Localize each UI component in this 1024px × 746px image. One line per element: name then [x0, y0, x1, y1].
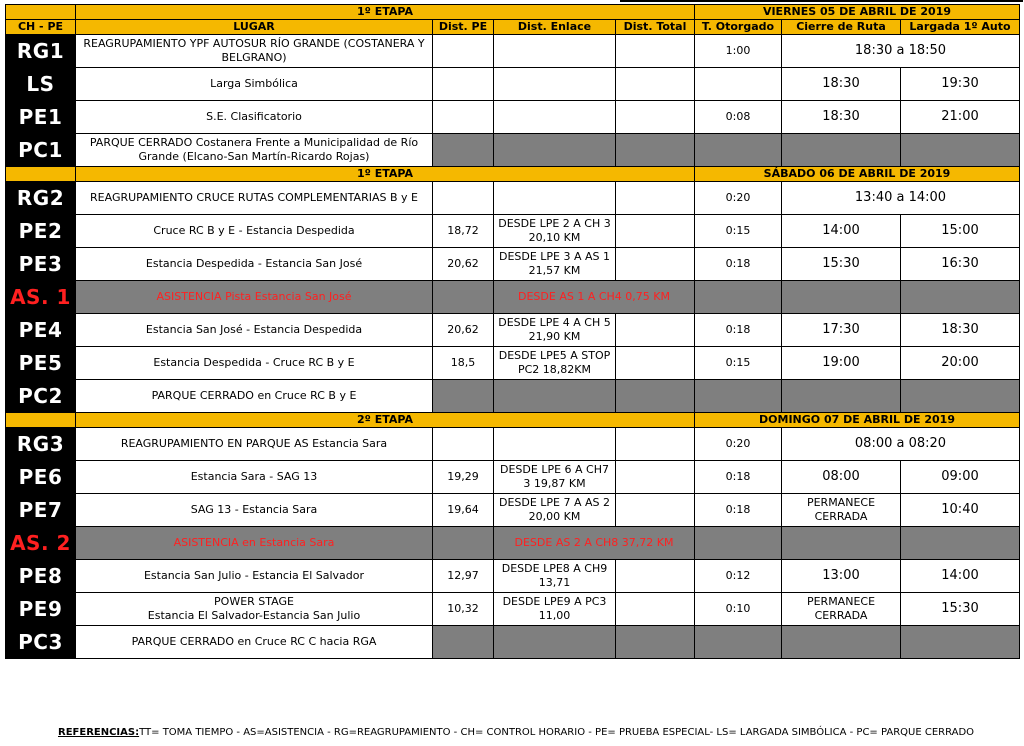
schedule-row [6, 314, 1020, 347]
stage-date: SÁBADO 06 DE ABRIL DE 2019 [695, 167, 1020, 182]
largada-cell: 15:30 [901, 593, 1020, 626]
total-cell [616, 215, 695, 248]
gray-cell [901, 281, 1020, 314]
schedule-row [6, 380, 1020, 413]
column-header: Dist. Enlace [494, 20, 616, 35]
schedule-row [6, 281, 1020, 314]
stage-code: PE5 [6, 347, 76, 380]
enlace-cell: DESDE LPE8 A CH9 13,71 [494, 560, 616, 593]
schedule-row [6, 347, 1020, 380]
largada-cell: 18:30 [901, 314, 1020, 347]
schedule-row [6, 560, 1020, 593]
otorgado-cell [695, 68, 782, 101]
stage-header-row [6, 413, 1020, 428]
gray-cell [695, 134, 782, 167]
schedule-row [6, 494, 1020, 527]
total-cell [616, 593, 695, 626]
cierre-cell: PERMANECE CERRADA [782, 494, 901, 527]
place-cell: PARQUE CERRADO en Cruce RC B y E [76, 380, 433, 413]
references-label: REFERENCIAS: [58, 727, 140, 738]
stage-spacer [6, 5, 76, 20]
gray-cell [616, 134, 695, 167]
rally-schedule-table [5, 4, 1020, 659]
place-cell: POWER STAGE Estancia El Salvador-Estancia San Julio [76, 593, 433, 626]
gray-cell [695, 281, 782, 314]
place-cell: SAG 13 - Estancia Sara [76, 494, 433, 527]
schedule-row [6, 134, 1020, 167]
gray-cell [782, 527, 901, 560]
stage-label: 1º ETAPA [76, 5, 695, 20]
place-cell: REAGRUPAMIENTO YPF AUTOSUR RÍO GRANDE (COSTANERA Y BELGRANO) [76, 35, 433, 68]
enlace-cell: DESDE LPE9 A PC3 11,00 [494, 593, 616, 626]
enlace-cell: DESDE LPE5 A STOP PC2 18,82KM [494, 347, 616, 380]
stage-label: 2º ETAPA [76, 413, 695, 428]
total-cell [616, 461, 695, 494]
total-cell [616, 314, 695, 347]
dist-pe-cell [433, 35, 494, 68]
enlace-cell: DESDE LPE 2 A CH 3 20,10 KM [494, 215, 616, 248]
enlace-cell: DESDE LPE 7 A AS 2 20,00 KM [494, 494, 616, 527]
enlace-cell: DESDE LPE 4 A CH 5 21,90 KM [494, 314, 616, 347]
place-cell: ASISTENCIA Pista Estancia San José [76, 281, 433, 314]
stage-code: PE8 [6, 560, 76, 593]
cierre-cell: PERMANECE CERRADA [782, 593, 901, 626]
schedule-row [6, 461, 1020, 494]
total-cell [616, 428, 695, 461]
time-range-cell: 08:00 a 08:20 [782, 428, 1020, 461]
references-footer [58, 727, 974, 738]
gray-cell [494, 380, 616, 413]
enlace-cell: DESDE AS 1 A CH4 0,75 KM [494, 281, 695, 314]
otorgado-cell: 0:18 [695, 494, 782, 527]
enlace-cell: DESDE LPE 6 A CH7 3 19,87 KM [494, 461, 616, 494]
place-cell: Larga Simbólica [76, 68, 433, 101]
gray-cell [782, 134, 901, 167]
enlace-cell: DESDE LPE 3 A AS 1 21,57 KM [494, 248, 616, 281]
place-cell: PARQUE CERRADO en Cruce RC C hacia RGA [76, 626, 433, 659]
otorgado-cell: 0:20 [695, 428, 782, 461]
total-cell [616, 68, 695, 101]
largada-cell: 16:30 [901, 248, 1020, 281]
stage-code: PE3 [6, 248, 76, 281]
schedule-row [6, 626, 1020, 659]
otorgado-cell: 0:12 [695, 560, 782, 593]
otorgado-cell: 0:15 [695, 215, 782, 248]
stage-code: AS. 1 [6, 281, 76, 314]
enlace-cell [494, 101, 616, 134]
column-header: Dist. Total [616, 20, 695, 35]
largada-cell: 14:00 [901, 560, 1020, 593]
column-header: Cierre de Ruta [782, 20, 901, 35]
place-cell: Estancia Sara - SAG 13 [76, 461, 433, 494]
schedule-row [6, 527, 1020, 560]
time-range-cell: 18:30 a 18:50 [782, 35, 1020, 68]
dist-pe-cell: 20,62 [433, 314, 494, 347]
stage-spacer [6, 167, 76, 182]
place-cell: Cruce RC B y E - Estancia Despedida [76, 215, 433, 248]
stage-spacer [6, 413, 76, 428]
total-cell [616, 248, 695, 281]
dist-pe-cell [433, 101, 494, 134]
gray-cell [494, 134, 616, 167]
stage-code: PE7 [6, 494, 76, 527]
stage-code: LS [6, 68, 76, 101]
largada-cell: 09:00 [901, 461, 1020, 494]
schedule-row [6, 101, 1020, 134]
enlace-cell [494, 182, 616, 215]
dist-pe-cell: 19,29 [433, 461, 494, 494]
cierre-cell: 13:00 [782, 560, 901, 593]
stage-code: PE9 [6, 593, 76, 626]
otorgado-cell: 0:18 [695, 248, 782, 281]
place-cell: Estancia San José - Estancia Despedida [76, 314, 433, 347]
column-header: Dist. PE [433, 20, 494, 35]
total-cell [616, 182, 695, 215]
place-cell: Estancia Despedida - Estancia San José [76, 248, 433, 281]
largada-cell: 20:00 [901, 347, 1020, 380]
stage-code: AS. 2 [6, 527, 76, 560]
largada-cell: 19:30 [901, 68, 1020, 101]
stage-header-row [6, 5, 1020, 20]
place-cell: PARQUE CERRADO Costanera Frente a Municipalidad de Río Grande (Elcano-San Martín-Ricardo Rojas) [76, 134, 433, 167]
stage-code: PE2 [6, 215, 76, 248]
enlace-cell [494, 428, 616, 461]
dist-pe-cell [433, 68, 494, 101]
cierre-cell: 08:00 [782, 461, 901, 494]
stage-date: DOMINGO 07 DE ABRIL DE 2019 [695, 413, 1020, 428]
gray-cell [782, 626, 901, 659]
column-header: CH - PE [6, 20, 76, 35]
enlace-cell: DESDE AS 2 A CH8 37,72 KM [494, 527, 695, 560]
stage-code: PE4 [6, 314, 76, 347]
stage-label: 1º ETAPA [76, 167, 695, 182]
place-cell: S.E. Clasificatorio [76, 101, 433, 134]
largada-cell: 15:00 [901, 215, 1020, 248]
total-cell [616, 494, 695, 527]
references-text: TT= TOMA TIEMPO - AS=ASISTENCIA - RG=REAGRUPAMIENTO - CH= CONTROL HORARIO - PE= PRUEBA ESPECIAL- LS= LARGADA SIMBÓLICA - PC= PARQUE CERRADO [139, 727, 975, 738]
column-header-row [6, 20, 1020, 35]
stage-code: RG1 [6, 35, 76, 68]
dist-pe-cell: 19,64 [433, 494, 494, 527]
gray-cell [695, 380, 782, 413]
gray-cell [901, 134, 1020, 167]
otorgado-cell: 0:20 [695, 182, 782, 215]
total-cell [616, 101, 695, 134]
schedule-row [6, 248, 1020, 281]
schedule-row [6, 182, 1020, 215]
time-range-cell: 13:40 a 14:00 [782, 182, 1020, 215]
gray-cell [433, 626, 494, 659]
cierre-cell: 18:30 [782, 101, 901, 134]
schedule-row [6, 35, 1020, 68]
otorgado-cell: 0:08 [695, 101, 782, 134]
cierre-cell: 18:30 [782, 68, 901, 101]
cierre-cell: 19:00 [782, 347, 901, 380]
schedule-row [6, 215, 1020, 248]
dist-pe-cell [433, 182, 494, 215]
stage-code: PC1 [6, 134, 76, 167]
place-cell: REAGRUPAMIENTO CRUCE RUTAS COMPLEMENTARIAS B y E [76, 182, 433, 215]
total-cell [616, 560, 695, 593]
place-cell: Estancia Despedida - Cruce RC B y E [76, 347, 433, 380]
cierre-cell: 15:30 [782, 248, 901, 281]
otorgado-cell: 0:18 [695, 461, 782, 494]
column-header: T. Otorgado [695, 20, 782, 35]
gray-cell [695, 527, 782, 560]
dist-pe-cell: 10,32 [433, 593, 494, 626]
stage-code: PC2 [6, 380, 76, 413]
place-cell: ASISTENCIA en Estancia Sara [76, 527, 433, 560]
gray-cell [494, 626, 616, 659]
stage-code: PE1 [6, 101, 76, 134]
column-header: Largada 1º Auto [901, 20, 1020, 35]
gray-cell [433, 134, 494, 167]
place-cell: REAGRUPAMIENTO EN PARQUE AS Estancia Sara [76, 428, 433, 461]
cierre-cell: 17:30 [782, 314, 901, 347]
place-cell: Estancia San Julio - Estancia El Salvador [76, 560, 433, 593]
largada-cell: 21:00 [901, 101, 1020, 134]
stage-code: PE6 [6, 461, 76, 494]
otorgado-cell: 0:10 [695, 593, 782, 626]
otorgado-cell: 0:18 [695, 314, 782, 347]
stage-code: RG3 [6, 428, 76, 461]
dist-pe-cell: 18,72 [433, 215, 494, 248]
total-cell [616, 347, 695, 380]
enlace-cell [494, 35, 616, 68]
gray-cell [433, 281, 494, 314]
gray-cell [901, 626, 1020, 659]
gray-cell [433, 380, 494, 413]
schedule-row [6, 428, 1020, 461]
largada-cell: 10:40 [901, 494, 1020, 527]
gray-cell [695, 626, 782, 659]
stage-code: RG2 [6, 182, 76, 215]
gray-cell [616, 626, 695, 659]
stage-code: PC3 [6, 626, 76, 659]
otorgado-cell: 1:00 [695, 35, 782, 68]
dist-pe-cell: 18,5 [433, 347, 494, 380]
stage-date: VIERNES 05 DE ABRIL DE 2019 [695, 5, 1020, 20]
gray-cell [616, 380, 695, 413]
dist-pe-cell [433, 428, 494, 461]
dist-pe-cell: 20,62 [433, 248, 494, 281]
gray-cell [782, 281, 901, 314]
enlace-cell [494, 68, 616, 101]
column-header: LUGAR [76, 20, 433, 35]
schedule-row [6, 593, 1020, 626]
total-cell [616, 35, 695, 68]
gray-cell [901, 380, 1020, 413]
otorgado-cell: 0:15 [695, 347, 782, 380]
cierre-cell: 14:00 [782, 215, 901, 248]
gray-cell [433, 527, 494, 560]
top-border-line [620, 0, 1023, 2]
schedule-row [6, 68, 1020, 101]
gray-cell [901, 527, 1020, 560]
stage-header-row [6, 167, 1020, 182]
gray-cell [782, 380, 901, 413]
dist-pe-cell: 12,97 [433, 560, 494, 593]
